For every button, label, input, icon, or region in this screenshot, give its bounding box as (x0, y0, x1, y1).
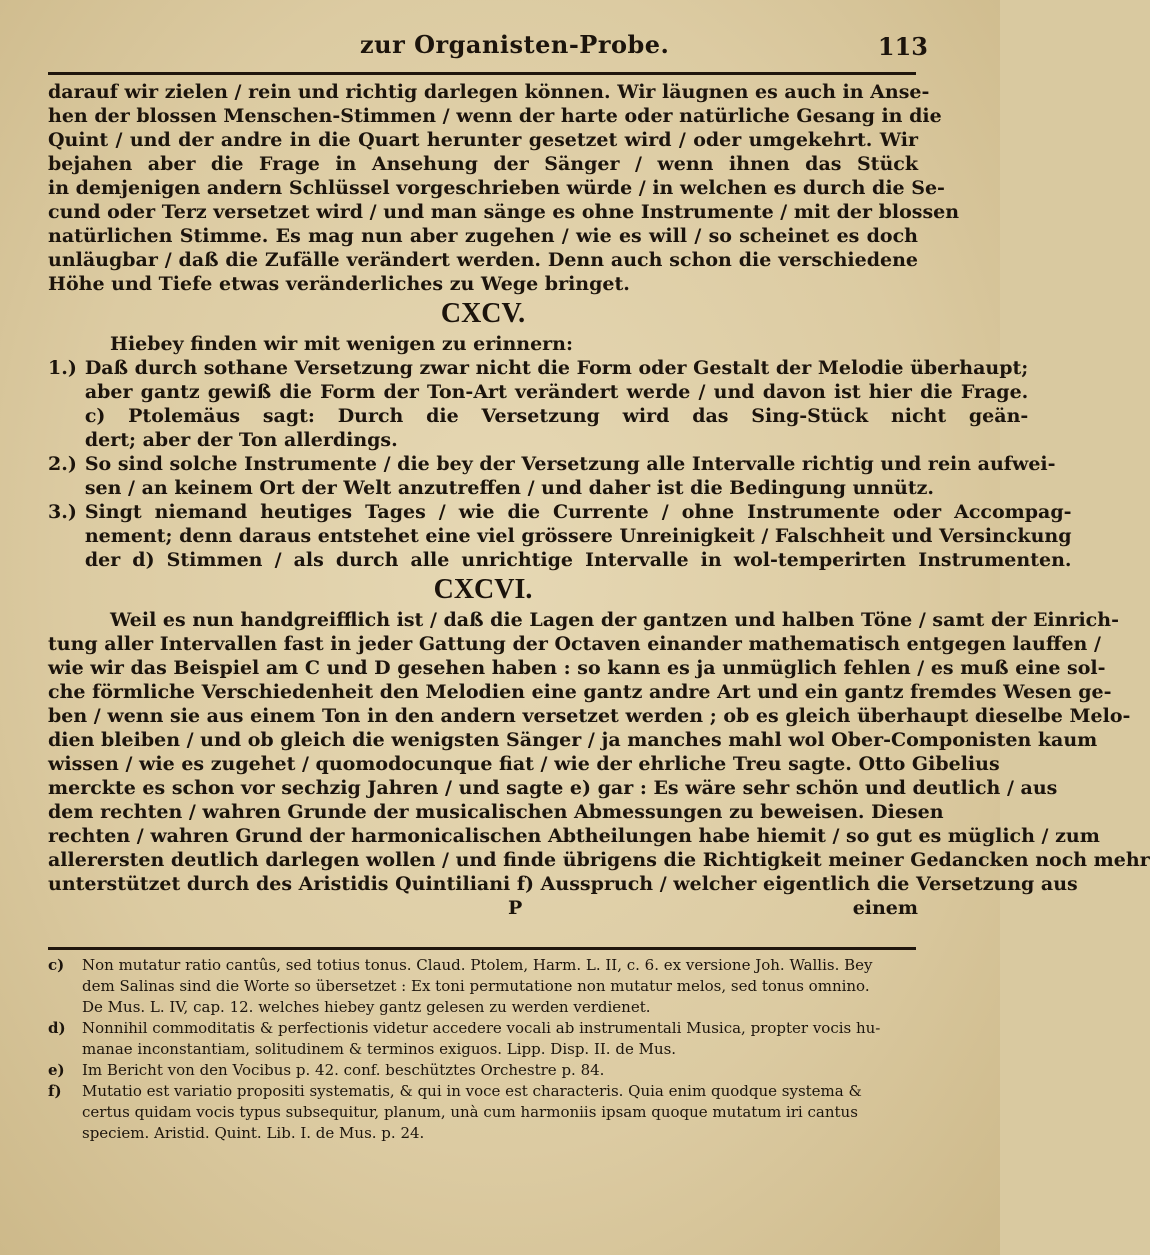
footnote-rule (48, 947, 916, 950)
footnote-line: dem Salinas sind die Worte so übersetzet : Ex toni permutatione non mutatur melos, sed tonus omnino. (82, 977, 870, 995)
text-line: ben / wenn sie aus einem Ton in den andern versetzet werden ; ob es gleich überhaupt dieselbe Melo- (48, 705, 1131, 727)
text-line: unläugbar / daß die Zufälle verändert werden. Denn auch schon die verschiedene (48, 249, 918, 271)
text-line: natürlichen Stimme. Es mag nun aber zugehen / wie es will / so scheinet es doch (48, 225, 918, 247)
text-line: Singt niemand heutiges Tages / wie die Currente / ohne Instrumente oder Accompag- (84, 501, 1072, 523)
footnote-mark: f) (48, 1082, 62, 1100)
footnote-line: Nonnihil commoditatis & perfectionis videtur accedere vocali ab instrumentali Musica, propter vocis hu- (82, 1019, 881, 1037)
text-line: dert; aber der Ton allerdings. (84, 429, 398, 451)
list-item (48, 452, 1056, 500)
text-line: aber gantz gewiß die Form der Ton-Art verändert werde / und davon ist hier die Frage. (84, 381, 1029, 403)
footnote-line: Non mutatur ratio cantûs, sed totius tonus. Claud. Ptolem, Harm. L. II, c. 6. ex versione Joh. Wallis. Bey (82, 956, 873, 974)
item-number: 3.) (48, 501, 77, 523)
text-line: darauf wir zielen / rein und richtig darlegen können. Wir läugnen es auch in Anse- (48, 81, 930, 103)
item-number: 2.) (48, 453, 77, 475)
page-number: 113 (877, 32, 928, 61)
running-head: zur Organisten-Probe. (360, 30, 670, 59)
text-line: allerersten deutlich darlegen wollen / und finde übrigens die Richtigkeit meiner Gedancken noch mehr (48, 849, 1150, 871)
text-line: unterstützet durch des Aristidis Quintiliani f) Ausspruch / welcher eigentlich die Versetzung aus (48, 873, 1078, 895)
header-rule (48, 72, 916, 75)
text-line: bejahen aber die Frage in Ansehung der Sänger / wenn ihnen das Stück (48, 153, 918, 175)
section-heading: CXCVI. (433, 574, 533, 605)
footnote (48, 955, 918, 1018)
text-line: der d) Stimmen / als durch alle unrichtige Intervalle in wol-temperirten Instrumenten. (84, 549, 1072, 571)
footnote-line: manae inconstantiam, solitudinem & terminos exiguos. Lipp. Disp. II. de Mus. (82, 1040, 677, 1058)
text-line: merckte es schon vor sechzig Jahren / und sagte e) gar : Es wäre sehr schön und deutlich / aus (48, 777, 1058, 799)
footnote-mark: c) (48, 956, 65, 974)
text-line: hen der blossen Menschen-Stimmen / wenn der harte oder natürliche Gesang in die (48, 105, 942, 127)
text-line: So sind solche Instrumente / die bey der Versetzung alle Intervalle richtig und rein aufwei- (84, 453, 1056, 475)
footnotes (48, 955, 918, 1144)
text-line: che förmliche Verschiedenheit den Melodien eine gantz andre Art und ein gantz fremdes Wesen ge- (48, 681, 1112, 703)
text-line: cund oder Terz versetzet wird / und man sänge es ohne Instrumente / mit der blossen (48, 201, 960, 223)
item-number: 1.) (48, 357, 77, 379)
footnote (48, 1081, 918, 1144)
list-item (48, 356, 1029, 452)
footnote-line: Mutatio est variatio propositi systematis, & qui in voce est characteris. Quia enim quodque systema & (82, 1082, 862, 1100)
footnote-line: certus quidam vocis typus subsequitur, planum, unà cum harmoniis ipsam quoque mutatum iri cantus (82, 1103, 858, 1121)
footnote-mark: d) (48, 1019, 66, 1037)
catchline (48, 896, 918, 920)
text-line: wissen / wie es zugehet / quomodocunque fiat / wie der ehrliche Treu sagte. Otto Gibelius (48, 753, 1000, 775)
paragraph-1 (48, 80, 960, 296)
main-text (48, 80, 1150, 920)
page-header (0, 28, 1000, 68)
section-heading: CXCV. (440, 298, 526, 329)
text-line: Daß durch sothane Versetzung zwar nicht die Form oder Gestalt der Melodie überhaupt; (84, 357, 1029, 379)
footnote-line: Im Bericht von den Vocibus p. 42. conf. beschütztes Orchestre p. 84. (82, 1061, 605, 1079)
list-item (48, 500, 1072, 572)
text-line: in demjenigen andern Schlüssel vorgeschrieben würde / in welchen es durch die Se- (48, 177, 945, 199)
text-line: c) Ptolemäus sagt: Durch die Versetzung wird das Sing-Stück nicht geän- (84, 405, 1029, 427)
text-line: sen / an keinem Ort der Welt anzutreffen / und daher ist die Bedingung unnütz. (84, 477, 935, 499)
text-line: Höhe und Tiefe etwas veränderliches zu Wege bringet. (48, 273, 630, 295)
catchword: einem (852, 897, 918, 919)
footnote-line: speciem. Aristid. Quint. Lib. I. de Mus. p. 24. (82, 1124, 425, 1142)
footnote (48, 1018, 918, 1060)
footnote-line: De Mus. L. IV, cap. 12. welches hiebey gantz gelesen zu werden verdienet. (82, 998, 651, 1016)
signature-mark: P (508, 897, 523, 919)
text-line: Quint / und der andre in die Quart herunter gesetzet wird / oder umgekehrt. Wir (48, 129, 918, 151)
text-line: dien bleiben / und ob gleich die wenigsten Sänger / ja manches mahl wol Ober-Componisten kaum (48, 729, 1098, 751)
intro-line: Hiebey finden wir mit wenigen zu erinnern: (110, 333, 573, 355)
text-line: Weil es nun handgreifflich ist / daß die Lagen der gantzen und halben Töne / samt der Einrich- (110, 609, 1119, 631)
text-line: tung aller Intervallen fast in jeder Gattung der Octaven einander mathematisch entgegen lauffen / (48, 633, 1101, 655)
text-line: rechten / wahren Grund der harmonicalischen Abtheilungen habe hiemit / so gut es müglich / zum (48, 825, 1100, 847)
text-line: nement; denn daraus entstehet eine viel grössere Unreinigkeit / Falschheit und Versinckung (84, 525, 1072, 547)
paragraph-2 (48, 608, 1150, 896)
text-line: dem rechten / wahren Grunde der musicalischen Abmessungen zu beweisen. Diesen (48, 801, 944, 823)
text-line: wie wir das Beispiel am C und D gesehen haben : so kann es ja unmüglich fehlen / es muß eine sol- (48, 657, 1106, 679)
footnote-mark: e) (48, 1061, 65, 1079)
footnote (48, 1060, 918, 1081)
